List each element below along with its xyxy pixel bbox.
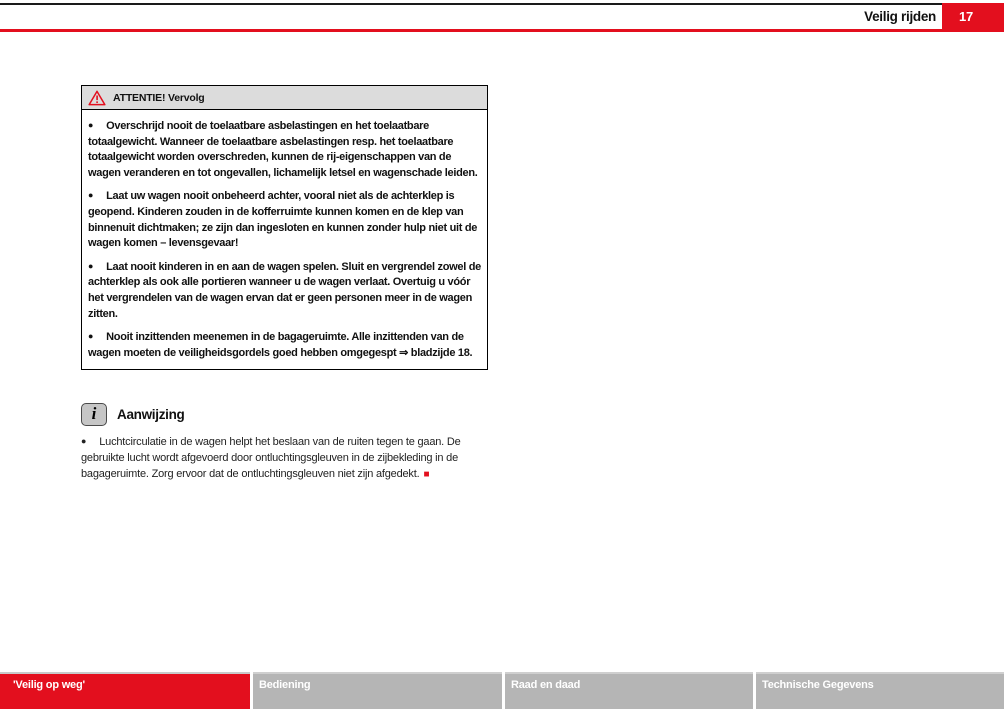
tab-raad-en-daad[interactable] <box>505 672 753 709</box>
warning-item <box>88 118 481 181</box>
warning-item-text: Laat nooit kinderen in en aan de wagen spelen. Sluit en vergrendel zowel de achterklep als ook alle portieren wanneer u de wagen verlaat. Overtuig u vóór het vergrendelen van de wagen ervan dat er geen personen meer in de wagen zitten. <box>88 260 481 320</box>
warning-item <box>88 188 481 251</box>
top-rule <box>0 3 942 5</box>
tab-technische-gegevens[interactable] <box>756 672 1004 709</box>
bullet-icon: ● <box>88 120 94 130</box>
tab-bediening[interactable] <box>253 672 502 709</box>
page-number-badge <box>942 3 1004 30</box>
warning-triangle-icon <box>88 90 106 106</box>
info-icon-glyph: i <box>91 404 97 423</box>
warning-box <box>81 85 488 370</box>
info-icon <box>81 403 107 426</box>
tab-veilig-op-weg[interactable] <box>0 672 250 709</box>
warning-body <box>82 110 487 369</box>
warning-item-text: Nooit inzittenden meenemen in de bagageruimte. Alle inzittenden van de wagen moeten de veiligheidsgordels goed hebben omgegespt ⇒ bladzijde 18. <box>88 331 473 359</box>
bullet-icon: ● <box>88 260 94 271</box>
warning-item <box>88 329 481 361</box>
bullet-icon: ● <box>88 190 94 201</box>
note-title: Aanwijzing <box>117 407 185 422</box>
warning-item <box>88 259 481 322</box>
tab-label: Technische Gegevens <box>762 679 874 691</box>
page-title: Veilig rijden <box>864 9 936 24</box>
footer-tab-bar <box>0 672 1004 709</box>
tab-label: Raad en daad <box>511 679 581 691</box>
warning-item-text: Overschrijd nooit de toelaatbare asbelastingen en het toelaatbare totaalgewicht. Wanneer de toelaatbare asbelastingen resp. het toelaatbare totaalgewicht worden overschreden, kunnen de rij-eigenschappen van de wagen veranderen en tot ongevallen, lichamelijk letsel en wagenschade leiden. <box>88 120 478 179</box>
note-text <box>81 434 487 482</box>
warning-item-text: Laat uw wagen nooit onbeheerd achter, vooral niet als de achterklep is geopend. Kinderen zouden in de kofferruimte kunnen komen en de klep van binnenuit dichtmaken; ze zijn dan ingesloten en kunnen zonder hulp niet uit de wagen komen – levensgevaar! <box>88 190 478 250</box>
header-rule <box>0 29 1004 32</box>
tab-label: Bediening <box>259 679 311 691</box>
page-number: 17 <box>959 9 974 24</box>
bullet-icon: ● <box>88 331 94 342</box>
note-text-body: Luchtcirculatie in de wagen helpt het beslaan van de ruiten tegen te gaan. De gebruikte lucht wordt afgevoerd door ontluchtingsgleuven in de zijbekleding in de bagageruimte. Zorg ervoor dat de ontluchtingsgleuven niet zijn afgedekt. <box>81 436 461 480</box>
tab-label: 'Veilig op weg' <box>13 679 85 691</box>
end-of-section-marker: ■ <box>423 468 430 480</box>
bullet-icon: ● <box>81 436 87 446</box>
warning-box-header <box>82 86 487 110</box>
warning-title: ATTENTIE! Vervolg <box>113 91 205 104</box>
note-header <box>81 403 185 426</box>
